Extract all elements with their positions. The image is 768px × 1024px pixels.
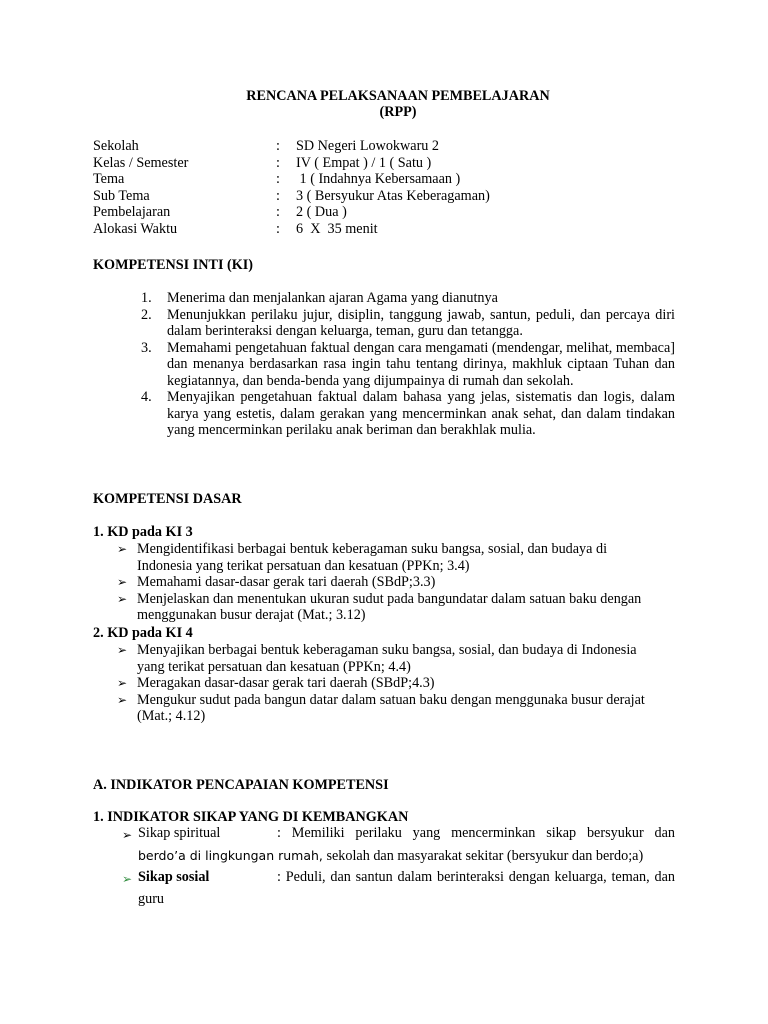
indicator-text: : Memiliki perilaku yang mencerminkan sikap bersyukur dan: [277, 825, 675, 841]
info-row-kelas: [93, 155, 490, 172]
info-value: 2 ( Dua ): [296, 204, 347, 221]
list-item: [141, 389, 675, 439]
info-row-pembelajaran: [93, 204, 490, 221]
kd-list-ki3: [117, 541, 647, 624]
info-value: 6 X 35 menit: [296, 220, 378, 237]
list-item: [141, 307, 675, 340]
info-label: Sub Tema: [93, 187, 150, 204]
arrow-bullet-icon: ➢: [117, 676, 128, 690]
info-value: 1 ( Indahnya Kebersamaan ): [296, 171, 461, 188]
arrow-bullet-icon: ➢: [117, 542, 128, 556]
info-value: 3 ( Bersyukur Atas Keberagaman): [296, 187, 490, 204]
item-number: 4.: [141, 389, 152, 405]
info-label: Kelas / Semester: [93, 154, 189, 171]
list-item-sosial: [122, 867, 675, 910]
indicator-label: Sikap sosial: [138, 869, 210, 885]
indikator-list: [122, 823, 675, 910]
info-separator: :: [276, 187, 280, 204]
list-item: [141, 290, 675, 307]
info-label: Tema: [93, 171, 125, 188]
list-item: [117, 675, 647, 692]
item-text: Memahami pengetahuan faktual dengan cara mengamati (mendengar, melihat, membaca] dan menanya berdasarkan rasa ingin tahu tentang dirinya, makhluk ciptaan Tuhan dan kegiatannya, dan benda-benda yang dijumpainya di rumah dan sekolah.: [167, 339, 675, 389]
ki-heading: KOMPETENSI INTI (KI): [93, 257, 254, 273]
document-title: RENCANA PELAKSANAAN PEMBELAJARAN: [246, 88, 550, 104]
indikator-heading: A. INDIKATOR PENCAPAIAN KOMPETENSI: [93, 777, 389, 793]
indikator-sub-heading: 1. INDIKATOR SIKAP YANG DI KEMBANGKAN: [93, 809, 409, 825]
indicator-text: sekolah dan masyarakat sekitar (bersyukur dan berdo;a): [322, 847, 644, 864]
item-text: Memahami dasar-dasar gerak tari daerah (SBdP;3.3): [137, 574, 436, 590]
info-label: Pembelajaran: [93, 204, 171, 221]
kd-list-ki4: [117, 642, 647, 725]
item-text: Mengukur sudut pada bangun datar dalam satuan baku dengan menggunaka busur derajat (Mat.; 4.12): [137, 691, 645, 724]
identity-table: [93, 138, 490, 238]
list-item: [117, 541, 647, 574]
info-label: Sekolah: [93, 138, 139, 154]
arrow-bullet-icon: ➢: [117, 575, 128, 589]
item-text: Menyajikan pengetahuan faktual dalam bahasa yang jelas, sistematis dan logis, dalam karya yang estetis, dalam gerakan yang mencerminkan anak sehat, dan dalam tindakan yang mencerminkan perilaku anak beriman dan berakhlak mulia.: [167, 389, 675, 438]
item-text: Menerima dan menjalankan ajaran Agama yang dianutnya: [167, 290, 498, 306]
item-text: Menjelaskan dan menentukan ukuran sudut pada bangundatar dalam satuan baku dengan menggunakan busur derajat (Mat.; 3.12): [137, 590, 642, 623]
document-subtitle: (RPP): [379, 104, 417, 120]
list-item: [117, 642, 647, 675]
item-number: 1.: [141, 290, 152, 306]
indicator-text: : Peduli, dan santun dalam berinteraksi dengan keluarga, teman, dan guru: [138, 869, 675, 907]
arrow-bullet-icon: ➢: [117, 591, 128, 606]
kd-group-title: 1. KD pada KI 3: [93, 524, 193, 540]
list-item: [141, 340, 675, 390]
item-text: Meragakan dasar-dasar gerak tari daerah (SBdP;4.3): [137, 675, 435, 691]
arrow-bullet-icon: ➢: [122, 872, 133, 886]
kd-group-title-ki3: [93, 524, 193, 541]
info-row-alokasi: [93, 221, 490, 238]
list-item: [117, 692, 647, 725]
info-separator: :: [276, 138, 280, 154]
list-item: [117, 591, 647, 624]
indicator-label: Sikap spiritual: [138, 825, 221, 841]
item-text: Menunjukkan perilaku jujur, disiplin, tanggung jawab, santun, peduli, dan percaya diri dalam berinteraksi dengan keluarga, teman, guru dan tetangga.: [167, 306, 675, 339]
kd-group-title: 2. KD pada KI 4: [93, 625, 193, 641]
info-separator: :: [276, 154, 280, 171]
item-text: Menyajikan berbagai bentuk keberagaman suku bangsa, sosial, dan budaya di Indonesia yang terikat persatuan dan kesatuan (PPKn; 4.4): [137, 642, 637, 675]
info-row-subtema: [93, 188, 490, 205]
info-separator: :: [276, 220, 280, 237]
arrow-bullet-icon: ➢: [117, 643, 128, 657]
info-separator: :: [276, 204, 280, 221]
kd-heading: KOMPETENSI DASAR: [93, 491, 242, 507]
list-item-spiritual: [122, 823, 675, 867]
item-number: 2.: [141, 306, 152, 323]
info-row-sekolah: [93, 138, 490, 155]
ki-list: [141, 290, 675, 439]
info-value: IV ( Empat ) / 1 ( Satu ): [296, 154, 432, 171]
arrow-bullet-icon: ➢: [117, 692, 128, 707]
info-separator: :: [276, 171, 280, 188]
info-value: SD Negeri Lowokwaru 2: [296, 138, 440, 154]
info-row-tema: [93, 171, 490, 188]
item-number: 3.: [141, 339, 152, 356]
arrow-bullet-icon: ➢: [122, 828, 133, 842]
kd-group-title-ki4: [93, 625, 193, 642]
info-label: Alokasi Waktu: [93, 220, 178, 237]
list-item: [117, 574, 647, 591]
item-text: Mengidentifikasi berbagai bentuk keberagaman suku bangsa, sosial, dan budaya di Indonesia yang terikat persatuan dan kesatuan (PPKn; 3.4): [137, 541, 608, 574]
indicator-text-sans: berdo’a di lingkungan rumah,: [138, 847, 323, 863]
